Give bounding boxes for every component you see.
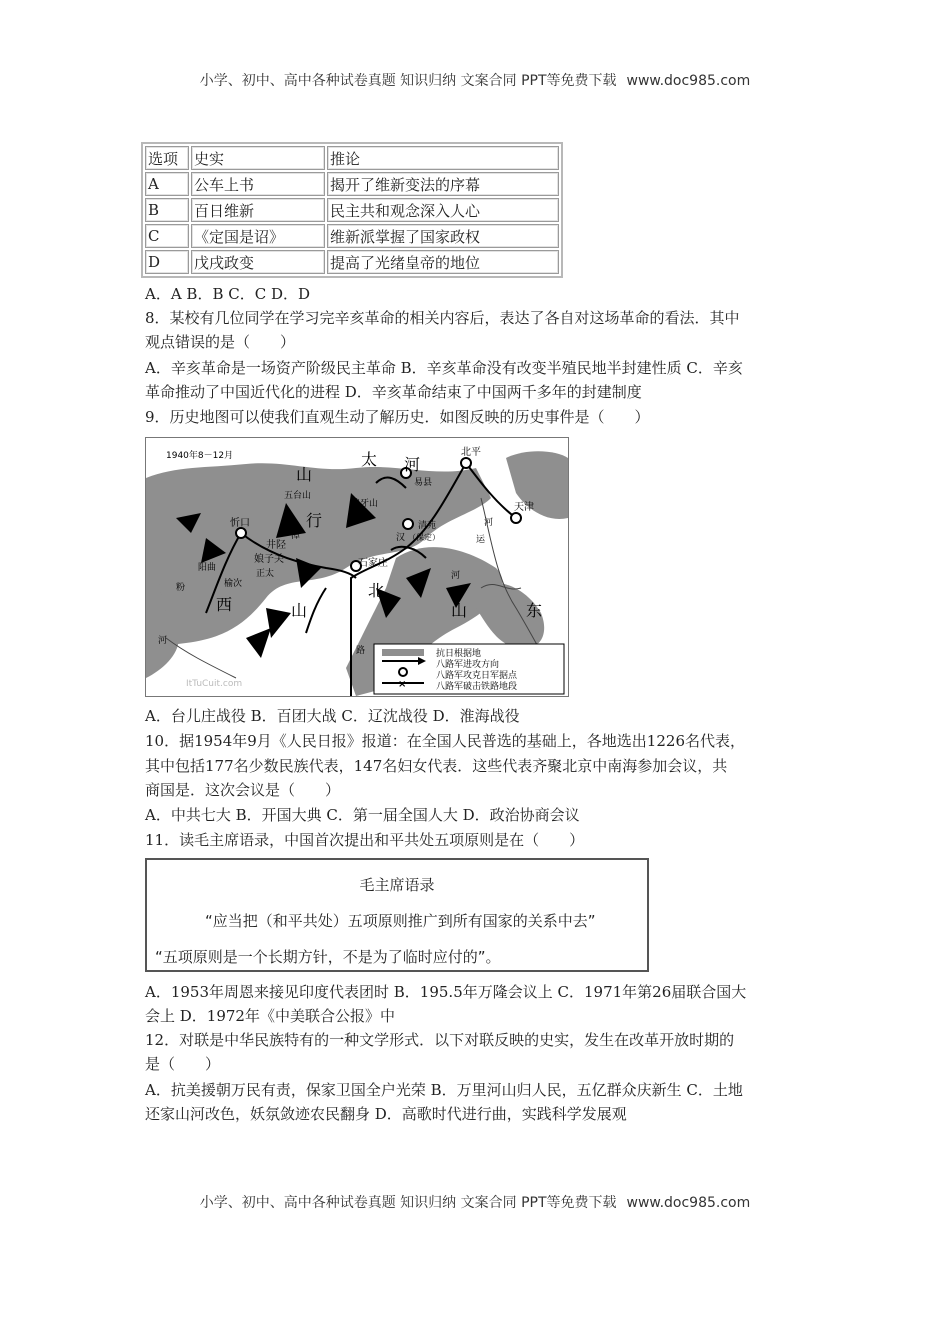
table-cell: 提高了光绪皇帝的地位: [327, 250, 559, 274]
legend-item: 抗日根据地: [436, 649, 482, 659]
quote-box: [145, 858, 649, 972]
question-8-options-cont: 革命推动了中国近代化的进程 D．辛亥革命结束了中国两千多年的封建制度: [145, 383, 642, 401]
quote-line-1: “应当把（和平共处）五项原则推广到所有国家的关系中去”: [205, 912, 596, 930]
table-header: 推论: [327, 146, 559, 170]
table-cell: B: [145, 198, 189, 222]
quote-title: 毛主席语录: [359, 876, 435, 894]
question-10-stem: 10．据1954年9月《人民日报》报道：在全国人民普选的基础上，各地选出1226名代表，: [145, 732, 745, 750]
map-label: （保定）: [408, 533, 440, 542]
table-cell: 民主共和观念深入人心: [327, 198, 559, 222]
question-10-stem-cont2: 商国是．这次会议是（ ）: [145, 781, 341, 799]
map-label: 清苑: [418, 521, 437, 531]
map-label: 路: [356, 646, 366, 656]
map-legend: [374, 644, 564, 694]
map-label: 太: [361, 450, 378, 469]
page-footer: [0, 1192, 950, 1212]
table-cell: 《定国是诏》: [191, 224, 325, 248]
map-label: 山: [296, 465, 313, 484]
question-9-options: A．台儿庄战役 B．百团大战 C．辽沈战役 D．淮海战役: [145, 707, 520, 725]
map-label: 河: [484, 518, 494, 528]
map-label: 河: [451, 571, 461, 581]
map-date: 1940年8－12月: [166, 451, 234, 461]
map-label: 行: [306, 511, 323, 530]
map-label: 河: [158, 636, 168, 646]
quote-line-2: “五项原则是一个长期方针，不是为了临时应付的”。: [155, 948, 501, 966]
footer-url[interactable]: www.doc985.com: [626, 1195, 751, 1211]
legend-item: 八路军进攻方向: [436, 660, 500, 670]
table-header: 史实: [191, 146, 325, 170]
question-11-options: A．1953年周恩来接见印度代表团时 B．195.5年万隆会议上 C．1971年第26届联合国大: [145, 983, 747, 1001]
map-label: 汉: [396, 533, 406, 543]
table-cell: C: [145, 224, 189, 248]
svg-text:×: ×: [398, 679, 407, 690]
map-watermark: ItTuCuit.com: [186, 679, 243, 689]
map-label: 天津: [514, 502, 534, 513]
map-label: 易县: [414, 478, 433, 488]
table-cell: 维新派掌握了国家政权: [327, 224, 559, 248]
map-label: 榆次: [224, 579, 243, 589]
table-cell: 揭开了维新变法的序幕: [327, 172, 559, 196]
table-cell: 公车上书: [191, 172, 325, 196]
map-label: 娘子关: [254, 554, 284, 565]
question-8-stem-cont: 观点错误的是（ ）: [145, 333, 296, 351]
legend-item: 八路军破击铁路地段: [436, 682, 518, 692]
question-12-stem: 12．对联是中华民族特有的一种文学形式．以下对联反映的史实，发生在改革开放时期的: [145, 1031, 735, 1049]
map-label: 石家庄: [358, 558, 388, 569]
table-row: [145, 224, 559, 248]
header-text: 小学、初中、高中各种试卷真题 知识归纳 文案合同 PPT等免费下载: [199, 73, 617, 89]
table-row: [145, 198, 559, 222]
table-row: [145, 250, 559, 274]
question-9-stem: 9．历史地图可以使我们直观生动了解历史．如图反映的历史事件是（ ）: [145, 408, 650, 426]
question-8-options: A．辛亥革命是一场资产阶级民主革命 B．辛亥革命没有改变半殖民地半封建性质 C．辛亥: [145, 359, 743, 377]
table-header: 选项: [145, 146, 189, 170]
map-label: 五台山: [284, 491, 312, 501]
map-label: 山: [291, 601, 308, 620]
map-label: 井陉: [266, 540, 286, 551]
historical-map: [145, 437, 569, 697]
question-8-stem: 8．某校有几位同学在学习完辛亥革命的相关内容后，表达了各自对这场革命的看法．其中: [145, 309, 740, 327]
table-cell: A: [145, 172, 189, 196]
map-label: 西: [216, 595, 233, 614]
question-11-options-cont: 会上 D．1972年《中美联合公报》中: [145, 1007, 395, 1025]
map-label: 河: [404, 455, 421, 474]
map-label: 北: [368, 581, 385, 600]
legend-item: 八路军攻克日军据点: [436, 671, 518, 681]
map-label: 东: [526, 601, 543, 620]
map-label: 运: [476, 535, 486, 545]
question-12-options: A．抗美援朝万民有责，保家卫国全户光荣 B．万里河山归人民，五亿群众庆新生 C．土地: [145, 1081, 743, 1099]
question-12-stem-cont: 是（ ）: [145, 1055, 221, 1073]
question-7-options: A．A B．B C．C D．D: [145, 285, 311, 303]
map-label: 忻口: [230, 518, 250, 529]
question-10-options: A．中共七大 B．开国大典 C．第一届全国人大 D．政治协商会议: [145, 806, 580, 824]
page-header: [0, 70, 950, 90]
map-label: 漳: [291, 531, 301, 541]
history-table: [141, 142, 563, 278]
map-label: 狼牙山: [351, 499, 379, 509]
footer-text: 小学、初中、高中各种试卷真题 知识归纳 文案合同 PPT等免费下载: [199, 1195, 617, 1211]
question-11-stem: 11．读毛主席语录，中国首次提出和平共处五项原则是在（ ）: [145, 831, 585, 849]
question-12-options-cont: 还家山河改色，妖氛敛迹农民翻身 D．高歌时代进行曲，实践科学发展观: [145, 1105, 627, 1123]
map-label: 北平: [461, 447, 481, 458]
table-cell: 戊戌政变: [191, 250, 325, 274]
table-cell: D: [145, 250, 189, 274]
map-label: 正太: [256, 569, 275, 579]
map-label: 粉: [176, 583, 186, 593]
question-10-stem-cont: 其中包括177名少数民族代表，147名妇女代表．这些代表齐聚北京中南海参加会议，共: [145, 757, 728, 775]
table-cell: 百日维新: [191, 198, 325, 222]
header-url[interactable]: www.doc985.com: [626, 73, 751, 89]
map-label: 山: [451, 601, 468, 620]
table-row: [145, 172, 559, 196]
map-label: 阳曲: [198, 563, 217, 573]
table-header-row: [145, 146, 559, 170]
